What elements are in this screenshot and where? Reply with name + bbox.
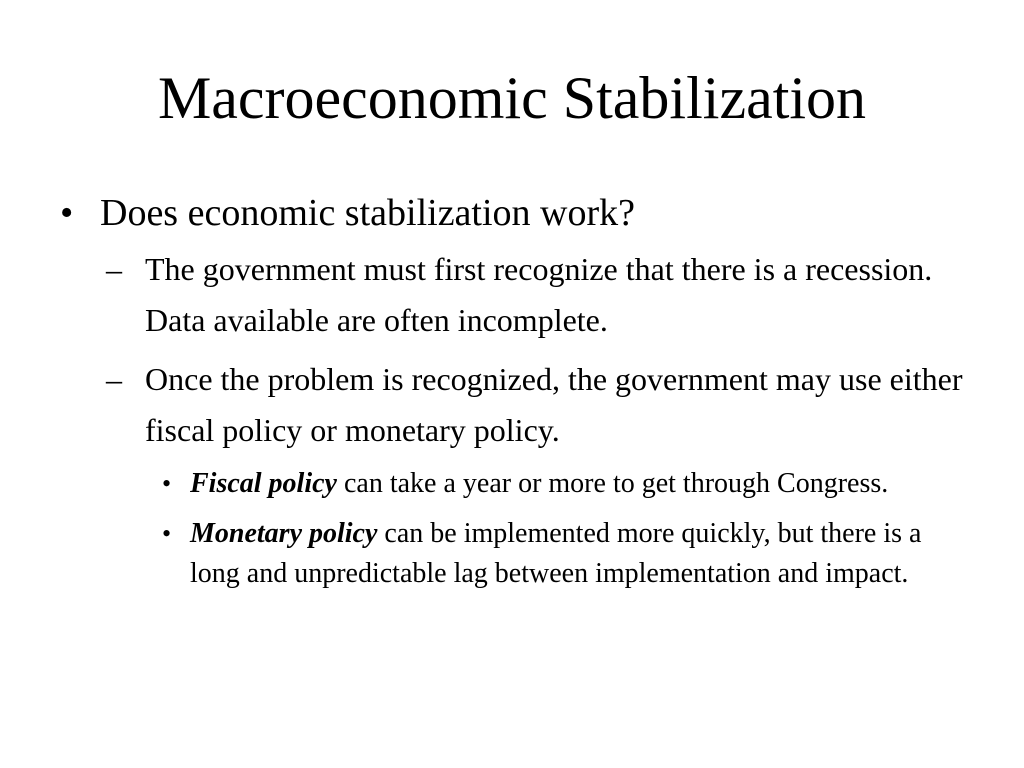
bullet-icon: •: [60, 192, 74, 234]
sub-point-recognize-text: The government must first recognize that there is a recession. Data available are often incomplete.: [145, 251, 933, 338]
sub-point-policy-text: Once the problem is recognized, the government may use either fiscal policy or monetary policy.: [145, 361, 963, 448]
dash-icon: –: [106, 361, 122, 397]
dash-icon: –: [106, 251, 122, 287]
sub-sub-point-monetary: [162, 514, 970, 594]
fiscal-policy-text: can take a year or more to get through Congress.: [336, 468, 889, 499]
bullet-icon: •: [162, 469, 172, 498]
slide-title: Macroeconomic Stabilization: [157, 65, 867, 131]
bullet-main-text: Does economic stabilization work?: [100, 192, 636, 234]
monetary-policy-text: can be implemented more quickly, but there is a long and unpredictable lag between implementation and impact.: [190, 518, 922, 589]
sub-sub-point-fiscal: [162, 464, 970, 504]
sub-point-policy: [106, 354, 970, 456]
monetary-policy-term: Monetary policy: [190, 518, 378, 549]
slide-body: [60, 188, 970, 604]
sub-point-recognize: [106, 244, 970, 346]
bullet-main: [60, 188, 970, 238]
bullet-icon: •: [162, 519, 172, 548]
fiscal-policy-term: Fiscal policy: [190, 468, 337, 499]
